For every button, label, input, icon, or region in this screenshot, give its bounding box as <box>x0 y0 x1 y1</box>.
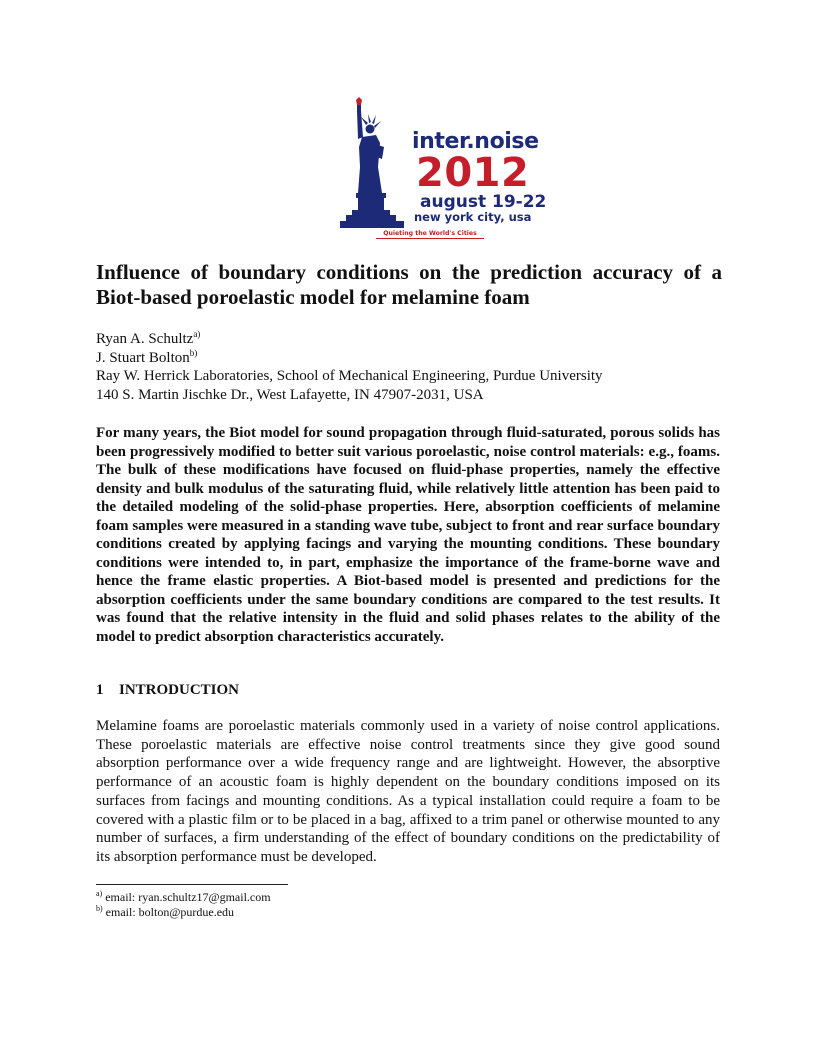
logo-dates: august 19-22 <box>420 192 547 212</box>
footnote-text: email: bolton@purdue.edu <box>105 905 235 919</box>
logo-year: 2012 <box>416 150 530 196</box>
author-block <box>96 330 736 404</box>
statue-of-liberty-icon <box>340 97 412 229</box>
footnote-divider <box>96 884 288 885</box>
author-name: J. Stuart Bolton <box>96 349 190 366</box>
conference-logo <box>340 97 547 245</box>
footnote-mark: a) <box>96 889 103 898</box>
logo-brand-text: inter.noise <box>412 129 539 154</box>
footnotes <box>96 890 271 920</box>
footnote-mark: b) <box>96 904 103 913</box>
logo-tagline: Quieting the World's Cities <box>376 229 484 239</box>
section-title: INTRODUCTION <box>119 682 240 698</box>
author-mark: a) <box>193 329 201 339</box>
author-2 <box>96 349 736 368</box>
footnote <box>96 890 271 905</box>
footnote-text: email: ryan.schultz17@gmail.com <box>105 890 271 904</box>
author-mark: b) <box>189 347 198 358</box>
abstract: For many years, the Biot model for sound propagation through fluid-saturated, porous solids has been progressively modified to better suit various poroelastic, noise control materials: e.g., foams. The bulk of these modifications have focused on fluid-phase properties, namely the effective density and bulk modulus of the saturating fluid, while relatively little attention has been paid to the detailed modeling of the solid-phase properties. Here, absorption coefficients of melamine foam samples were measured in a standing wave tube, subject to front and rear surface boundary conditions created by applying facings and varying the mounting conditions. These boundary conditions were intended to, in part, emphasize the importance of the frame-borne wave and hence the frame elastic properties. A Biot-based model is presented and predictions for the absorption coefficients under the same boundary conditions are compared to the test results. It was found that the relative intensity in the fluid and solid phases relates to the ability of the model to predict absorption characteristics accurately. <box>96 425 720 645</box>
section-heading <box>96 681 239 699</box>
logo-city: new york city, usa <box>414 210 532 224</box>
section-number: 1 <box>96 682 104 698</box>
author-name: Ryan A. Schultz <box>96 331 194 347</box>
address: 140 S. Martin Jischke Dr., West Lafayette, IN 47907-2031, USA <box>96 386 484 403</box>
author-1 <box>96 330 736 349</box>
affiliation: Ray W. Herrick Laboratories, School of Mechanical Engineering, Purdue University <box>96 368 603 384</box>
paper-title: Influence of boundary conditions on the prediction accuracy of a Biot-based poroelastic model for melamine foam <box>96 260 722 309</box>
footnote <box>96 905 271 920</box>
introduction-paragraph: Melamine foams are poroelastic materials commonly used in a variety of noise control applications. These poroelastic materials are effective noise control treatments since they give good sound absorption performance over a wide frequency range and are lightweight. However, the absorptive performance of an acoustic foam is highly dependent on the boundary conditions imposed on its surfaces from facings and mounting conditions. As a typical installation could require a foam to be covered with a plastic film or to be placed in a bag, affixed to a trim panel or otherwise mounted to any number of surfaces, a firm understanding of the effect of boundary conditions on the predictability of its absorption performance must be developed. <box>96 718 720 865</box>
